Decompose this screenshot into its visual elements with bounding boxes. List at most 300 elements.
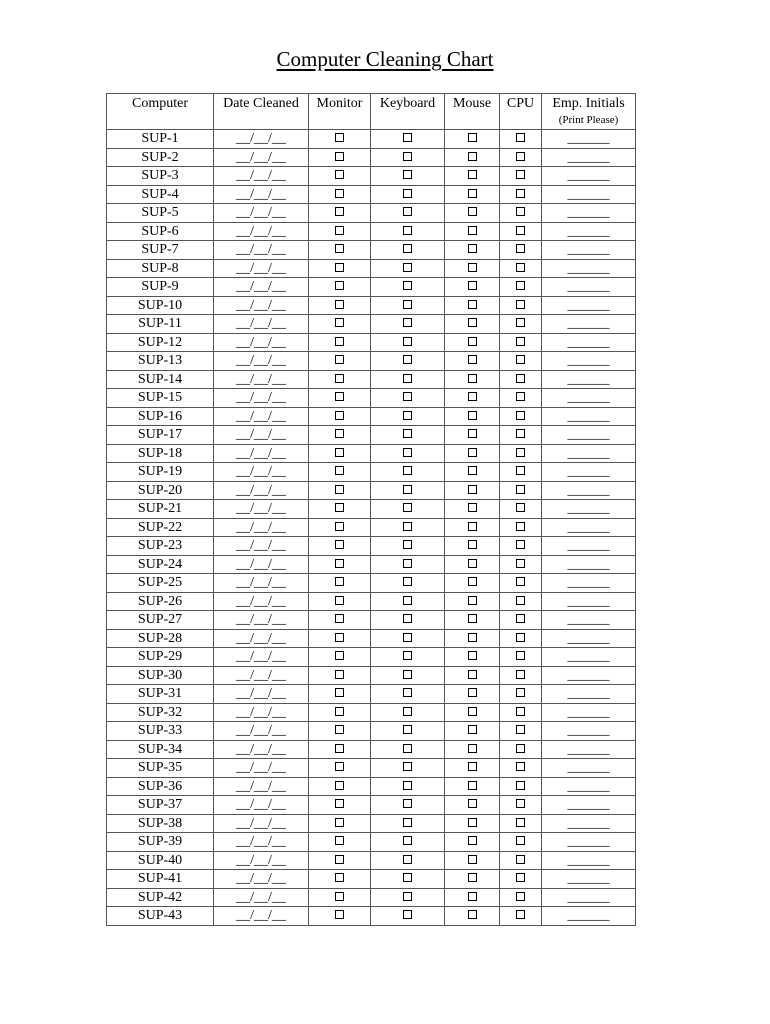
empty-checkbox-icon[interactable]	[335, 133, 344, 142]
initials-field[interactable]	[542, 481, 636, 500]
table-row	[107, 444, 636, 463]
initials-field[interactable]	[542, 389, 636, 408]
empty-checkbox-icon[interactable]	[516, 281, 525, 290]
empty-checkbox-icon[interactable]	[516, 651, 525, 660]
initials-field[interactable]	[542, 740, 636, 759]
date-cleaned-field[interactable]: __/__/__	[214, 740, 309, 759]
cpu-checkbox-cell	[500, 278, 542, 297]
empty-checkbox-icon[interactable]	[516, 633, 525, 642]
empty-checkbox-icon[interactable]	[468, 411, 477, 420]
computer-name-cell: SUP-17	[107, 426, 214, 445]
monitor-checkbox-cell	[309, 537, 371, 556]
empty-checkbox-icon[interactable]	[335, 688, 344, 697]
empty-checkbox-icon[interactable]	[335, 577, 344, 586]
empty-checkbox-icon[interactable]	[468, 263, 477, 272]
empty-checkbox-icon[interactable]	[468, 762, 477, 771]
empty-checkbox-icon[interactable]	[335, 226, 344, 235]
empty-checkbox-icon[interactable]	[468, 892, 477, 901]
date-cleaned-field[interactable]: __/__/__	[214, 666, 309, 685]
empty-checkbox-icon[interactable]	[516, 244, 525, 253]
empty-checkbox-icon[interactable]	[516, 540, 525, 549]
empty-checkbox-icon[interactable]	[335, 855, 344, 864]
empty-checkbox-icon[interactable]	[403, 300, 412, 309]
empty-checkbox-icon[interactable]	[403, 281, 412, 290]
empty-checkbox-icon[interactable]	[403, 189, 412, 198]
initials-field[interactable]	[542, 204, 636, 223]
initials-blank: ______	[567, 205, 610, 221]
date-cleaned-field[interactable]: __/__/__	[214, 315, 309, 334]
empty-checkbox-icon[interactable]	[468, 614, 477, 623]
empty-checkbox-icon[interactable]	[403, 910, 412, 919]
initials-field[interactable]	[542, 592, 636, 611]
date-cleaned-field[interactable]: __/__/__	[214, 722, 309, 741]
initials-field[interactable]	[542, 185, 636, 204]
mouse-checkbox-cell	[445, 167, 500, 186]
initials-field[interactable]	[542, 574, 636, 593]
empty-checkbox-icon[interactable]	[403, 411, 412, 420]
initials-field[interactable]	[542, 315, 636, 334]
date-cleaned-field[interactable]: __/__/__	[214, 426, 309, 445]
monitor-checkbox-cell	[309, 777, 371, 796]
empty-checkbox-icon[interactable]	[335, 466, 344, 475]
empty-checkbox-icon[interactable]	[468, 152, 477, 161]
initials-field[interactable]	[542, 333, 636, 352]
empty-checkbox-icon[interactable]	[335, 910, 344, 919]
empty-checkbox-icon[interactable]	[403, 355, 412, 364]
initials-field[interactable]	[542, 130, 636, 149]
date-cleaned-field[interactable]: __/__/__	[214, 130, 309, 149]
date-cleaned-field[interactable]: __/__/__	[214, 148, 309, 167]
initials-field[interactable]	[542, 777, 636, 796]
initials-field[interactable]	[542, 759, 636, 778]
empty-checkbox-icon[interactable]	[335, 448, 344, 457]
date-cleaned-field[interactable]: __/__/__	[214, 592, 309, 611]
empty-checkbox-icon[interactable]	[403, 485, 412, 494]
initials-blank: ______	[567, 371, 610, 387]
column-header-computer: Computer	[107, 94, 214, 130]
empty-checkbox-icon[interactable]	[516, 559, 525, 568]
empty-checkbox-icon[interactable]	[335, 244, 344, 253]
column-header-monitor: Monitor	[309, 94, 371, 130]
initials-field[interactable]	[542, 648, 636, 667]
empty-checkbox-icon[interactable]	[516, 448, 525, 457]
computer-name-cell: SUP-39	[107, 833, 214, 852]
empty-checkbox-icon[interactable]	[468, 207, 477, 216]
empty-checkbox-icon[interactable]	[516, 836, 525, 845]
empty-checkbox-icon[interactable]	[516, 337, 525, 346]
empty-checkbox-icon[interactable]	[403, 688, 412, 697]
monitor-checkbox-cell	[309, 666, 371, 685]
date-cleaned-field[interactable]: __/__/__	[214, 685, 309, 704]
computer-name-cell: SUP-9	[107, 278, 214, 297]
initials-field[interactable]	[542, 907, 636, 926]
empty-checkbox-icon[interactable]	[403, 559, 412, 568]
initials-field[interactable]	[542, 796, 636, 815]
date-cleaned-field[interactable]: __/__/__	[214, 851, 309, 870]
empty-checkbox-icon[interactable]	[403, 577, 412, 586]
empty-checkbox-icon[interactable]	[468, 577, 477, 586]
date-cleaned-field[interactable]: __/__/__	[214, 870, 309, 889]
date-cleaned-field[interactable]: __/__/__	[214, 703, 309, 722]
empty-checkbox-icon[interactable]	[335, 281, 344, 290]
empty-checkbox-icon[interactable]	[468, 355, 477, 364]
empty-checkbox-icon[interactable]	[335, 318, 344, 327]
initials-field[interactable]	[542, 352, 636, 371]
date-cleaned-field[interactable]: __/__/__	[214, 500, 309, 519]
empty-checkbox-icon[interactable]	[468, 688, 477, 697]
empty-checkbox-icon[interactable]	[468, 281, 477, 290]
initials-field[interactable]	[542, 444, 636, 463]
empty-checkbox-icon[interactable]	[335, 633, 344, 642]
empty-checkbox-icon[interactable]	[468, 448, 477, 457]
date-cleaned-field[interactable]: __/__/__	[214, 907, 309, 926]
date-cleaned-field[interactable]: __/__/__	[214, 259, 309, 278]
initials-field[interactable]	[542, 722, 636, 741]
empty-checkbox-icon[interactable]	[516, 873, 525, 882]
empty-checkbox-icon[interactable]	[516, 318, 525, 327]
empty-checkbox-icon[interactable]	[516, 503, 525, 512]
empty-checkbox-icon[interactable]	[468, 725, 477, 734]
empty-checkbox-icon[interactable]	[403, 707, 412, 716]
initials-field[interactable]	[542, 611, 636, 630]
empty-checkbox-icon[interactable]	[468, 226, 477, 235]
date-cleaned-field[interactable]: __/__/__	[214, 814, 309, 833]
empty-checkbox-icon[interactable]	[403, 392, 412, 401]
initials-field[interactable]	[542, 407, 636, 426]
date-cleaned-field[interactable]: __/__/__	[214, 796, 309, 815]
table-row	[107, 407, 636, 426]
empty-checkbox-icon[interactable]	[335, 207, 344, 216]
empty-checkbox-icon[interactable]	[335, 873, 344, 882]
empty-checkbox-icon[interactable]	[516, 170, 525, 179]
empty-checkbox-icon[interactable]	[516, 133, 525, 142]
mouse-checkbox-cell	[445, 611, 500, 630]
empty-checkbox-icon[interactable]	[516, 466, 525, 475]
empty-checkbox-icon[interactable]	[468, 429, 477, 438]
empty-checkbox-icon[interactable]	[335, 503, 344, 512]
empty-checkbox-icon[interactable]	[335, 799, 344, 808]
initials-field[interactable]	[542, 518, 636, 537]
empty-checkbox-icon[interactable]	[468, 633, 477, 642]
date-cleaned-field[interactable]: __/__/__	[214, 389, 309, 408]
initials-blank: ______	[567, 445, 610, 461]
empty-checkbox-icon[interactable]	[468, 170, 477, 179]
initials-field[interactable]	[542, 241, 636, 260]
empty-checkbox-icon[interactable]	[468, 485, 477, 494]
empty-checkbox-icon[interactable]	[335, 781, 344, 790]
date-cleaned-field[interactable]: __/__/__	[214, 352, 309, 371]
empty-checkbox-icon[interactable]	[403, 429, 412, 438]
empty-checkbox-icon[interactable]	[335, 189, 344, 198]
empty-checkbox-icon[interactable]	[516, 189, 525, 198]
empty-checkbox-icon[interactable]	[335, 337, 344, 346]
empty-checkbox-icon[interactable]	[403, 226, 412, 235]
date-cleaned-field[interactable]: __/__/__	[214, 481, 309, 500]
keyboard-checkbox-cell	[371, 685, 445, 704]
keyboard-checkbox-cell	[371, 148, 445, 167]
initials-field[interactable]	[542, 555, 636, 574]
empty-checkbox-icon[interactable]	[403, 744, 412, 753]
empty-checkbox-icon[interactable]	[516, 485, 525, 494]
computer-name-cell: SUP-4	[107, 185, 214, 204]
monitor-checkbox-cell	[309, 740, 371, 759]
date-cleaned-field[interactable]: __/__/__	[214, 444, 309, 463]
empty-checkbox-icon[interactable]	[468, 374, 477, 383]
empty-checkbox-icon[interactable]	[516, 614, 525, 623]
empty-checkbox-icon[interactable]	[335, 836, 344, 845]
empty-checkbox-icon[interactable]	[516, 263, 525, 272]
empty-checkbox-icon[interactable]	[516, 707, 525, 716]
initials-field[interactable]	[542, 814, 636, 833]
initials-field[interactable]	[542, 259, 636, 278]
date-cleaned-field[interactable]: __/__/__	[214, 278, 309, 297]
empty-checkbox-icon[interactable]	[403, 244, 412, 253]
keyboard-checkbox-cell	[371, 315, 445, 334]
empty-checkbox-icon[interactable]	[403, 207, 412, 216]
empty-checkbox-icon[interactable]	[403, 318, 412, 327]
empty-checkbox-icon[interactable]	[403, 263, 412, 272]
empty-checkbox-icon[interactable]	[468, 818, 477, 827]
date-cleaned-field[interactable]: __/__/__	[214, 167, 309, 186]
empty-checkbox-icon[interactable]	[335, 392, 344, 401]
date-cleaned-field[interactable]: __/__/__	[214, 241, 309, 260]
date-cleaned-field[interactable]: __/__/__	[214, 537, 309, 556]
computer-name-cell: SUP-25	[107, 574, 214, 593]
date-cleaned-field[interactable]: __/__/__	[214, 333, 309, 352]
empty-checkbox-icon[interactable]	[335, 263, 344, 272]
empty-checkbox-icon[interactable]	[516, 725, 525, 734]
empty-checkbox-icon[interactable]	[403, 337, 412, 346]
initials-blank: ______	[567, 390, 610, 406]
initials-field[interactable]	[542, 851, 636, 870]
initials-field[interactable]	[542, 888, 636, 907]
empty-checkbox-icon[interactable]	[335, 429, 344, 438]
empty-checkbox-icon[interactable]	[335, 707, 344, 716]
empty-checkbox-icon[interactable]	[335, 374, 344, 383]
empty-checkbox-icon[interactable]	[335, 152, 344, 161]
empty-checkbox-icon[interactable]	[516, 300, 525, 309]
mouse-checkbox-cell	[445, 204, 500, 223]
empty-checkbox-icon[interactable]	[468, 799, 477, 808]
cpu-checkbox-cell	[500, 796, 542, 815]
empty-checkbox-icon[interactable]	[468, 707, 477, 716]
empty-checkbox-icon[interactable]	[468, 651, 477, 660]
empty-checkbox-icon[interactable]	[468, 559, 477, 568]
keyboard-checkbox-cell	[371, 537, 445, 556]
empty-checkbox-icon[interactable]	[403, 374, 412, 383]
empty-checkbox-icon[interactable]	[516, 670, 525, 679]
empty-checkbox-icon[interactable]	[403, 614, 412, 623]
empty-checkbox-icon[interactable]	[403, 170, 412, 179]
empty-checkbox-icon[interactable]	[516, 762, 525, 771]
cpu-checkbox-cell	[500, 611, 542, 630]
monitor-checkbox-cell	[309, 426, 371, 445]
date-cleaned-field[interactable]: __/__/__	[214, 518, 309, 537]
empty-checkbox-icon[interactable]	[403, 725, 412, 734]
computer-name-cell: SUP-18	[107, 444, 214, 463]
initials-field[interactable]	[542, 870, 636, 889]
empty-checkbox-icon[interactable]	[403, 152, 412, 161]
empty-checkbox-icon[interactable]	[403, 873, 412, 882]
empty-checkbox-icon[interactable]	[516, 522, 525, 531]
empty-checkbox-icon[interactable]	[403, 799, 412, 808]
monitor-checkbox-cell	[309, 463, 371, 482]
empty-checkbox-icon[interactable]	[468, 337, 477, 346]
empty-checkbox-icon[interactable]	[516, 577, 525, 586]
empty-checkbox-icon[interactable]	[335, 540, 344, 549]
empty-checkbox-icon[interactable]	[335, 411, 344, 420]
initials-field[interactable]	[542, 296, 636, 315]
initials-field[interactable]	[542, 222, 636, 241]
empty-checkbox-icon[interactable]	[468, 596, 477, 605]
initials-blank: ______	[567, 741, 610, 757]
date-cleaned-field[interactable]: __/__/__	[214, 185, 309, 204]
initials-field[interactable]	[542, 463, 636, 482]
empty-checkbox-icon[interactable]	[403, 836, 412, 845]
empty-checkbox-icon[interactable]	[516, 910, 525, 919]
empty-checkbox-icon[interactable]	[468, 244, 477, 253]
initials-field[interactable]	[542, 500, 636, 519]
initials-field[interactable]	[542, 148, 636, 167]
empty-checkbox-icon[interactable]	[516, 226, 525, 235]
empty-checkbox-icon[interactable]	[468, 744, 477, 753]
empty-checkbox-icon[interactable]	[403, 892, 412, 901]
date-cleaned-field[interactable]: __/__/__	[214, 611, 309, 630]
empty-checkbox-icon[interactable]	[403, 540, 412, 549]
date-cleaned-field[interactable]: __/__/__	[214, 777, 309, 796]
empty-checkbox-icon[interactable]	[403, 448, 412, 457]
empty-checkbox-icon[interactable]	[335, 596, 344, 605]
date-cleaned-field[interactable]: __/__/__	[214, 407, 309, 426]
empty-checkbox-icon[interactable]	[403, 596, 412, 605]
empty-checkbox-icon[interactable]	[403, 522, 412, 531]
empty-checkbox-icon[interactable]	[403, 670, 412, 679]
empty-checkbox-icon[interactable]	[335, 559, 344, 568]
table-row	[107, 148, 636, 167]
date-cleaned-field[interactable]: __/__/__	[214, 555, 309, 574]
initials-field[interactable]	[542, 703, 636, 722]
empty-checkbox-icon[interactable]	[335, 170, 344, 179]
empty-checkbox-icon[interactable]	[516, 596, 525, 605]
empty-checkbox-icon[interactable]	[468, 392, 477, 401]
date-cleaned-field[interactable]: __/__/__	[214, 296, 309, 315]
empty-checkbox-icon[interactable]	[335, 725, 344, 734]
initials-field[interactable]	[542, 537, 636, 556]
monitor-checkbox-cell	[309, 629, 371, 648]
empty-checkbox-icon[interactable]	[468, 189, 477, 198]
computer-name-cell: SUP-34	[107, 740, 214, 759]
empty-checkbox-icon[interactable]	[403, 781, 412, 790]
initials-field[interactable]	[542, 370, 636, 389]
empty-checkbox-icon[interactable]	[335, 762, 344, 771]
initials-field[interactable]	[542, 685, 636, 704]
empty-checkbox-icon[interactable]	[516, 818, 525, 827]
empty-checkbox-icon[interactable]	[516, 429, 525, 438]
empty-checkbox-icon[interactable]	[468, 836, 477, 845]
empty-checkbox-icon[interactable]	[468, 855, 477, 864]
empty-checkbox-icon[interactable]	[335, 355, 344, 364]
empty-checkbox-icon[interactable]	[468, 466, 477, 475]
initials-field[interactable]	[542, 833, 636, 852]
empty-checkbox-icon[interactable]	[516, 744, 525, 753]
computer-name-cell: SUP-11	[107, 315, 214, 334]
mouse-checkbox-cell	[445, 685, 500, 704]
empty-checkbox-icon[interactable]	[516, 781, 525, 790]
empty-checkbox-icon[interactable]	[468, 670, 477, 679]
empty-checkbox-icon[interactable]	[516, 374, 525, 383]
empty-checkbox-icon[interactable]	[516, 152, 525, 161]
date-cleaned-field[interactable]: __/__/__	[214, 759, 309, 778]
initials-field[interactable]	[542, 278, 636, 297]
empty-checkbox-icon[interactable]	[335, 522, 344, 531]
keyboard-checkbox-cell	[371, 463, 445, 482]
empty-checkbox-icon[interactable]	[516, 688, 525, 697]
date-cleaned-field[interactable]: __/__/__	[214, 888, 309, 907]
empty-checkbox-icon[interactable]	[403, 855, 412, 864]
empty-checkbox-icon[interactable]	[468, 910, 477, 919]
empty-checkbox-icon[interactable]	[468, 873, 477, 882]
mouse-checkbox-cell	[445, 352, 500, 371]
empty-checkbox-icon[interactable]	[403, 762, 412, 771]
empty-checkbox-icon[interactable]	[403, 503, 412, 512]
empty-checkbox-icon[interactable]	[335, 892, 344, 901]
date-cleaned-field[interactable]: __/__/__	[214, 463, 309, 482]
empty-checkbox-icon[interactable]	[516, 892, 525, 901]
date-cleaned-field[interactable]: __/__/__	[214, 629, 309, 648]
initials-field[interactable]	[542, 167, 636, 186]
empty-checkbox-icon[interactable]	[516, 207, 525, 216]
empty-checkbox-icon[interactable]	[468, 318, 477, 327]
empty-checkbox-icon[interactable]	[468, 522, 477, 531]
empty-checkbox-icon[interactable]	[335, 670, 344, 679]
empty-checkbox-icon[interactable]	[468, 133, 477, 142]
empty-checkbox-icon[interactable]	[403, 818, 412, 827]
empty-checkbox-icon[interactable]	[335, 651, 344, 660]
empty-checkbox-icon[interactable]	[516, 799, 525, 808]
empty-checkbox-icon[interactable]	[335, 614, 344, 623]
date-cleaned-field[interactable]: __/__/__	[214, 204, 309, 223]
empty-checkbox-icon[interactable]	[516, 392, 525, 401]
empty-checkbox-icon[interactable]	[403, 466, 412, 475]
empty-checkbox-icon[interactable]	[516, 355, 525, 364]
empty-checkbox-icon[interactable]	[403, 133, 412, 142]
empty-checkbox-icon[interactable]	[403, 633, 412, 642]
empty-checkbox-icon[interactable]	[335, 300, 344, 309]
empty-checkbox-icon[interactable]	[468, 781, 477, 790]
empty-checkbox-icon[interactable]	[468, 300, 477, 309]
computer-name-cell: SUP-24	[107, 555, 214, 574]
date-cleaned-field[interactable]: __/__/__	[214, 648, 309, 667]
initials-field[interactable]	[542, 426, 636, 445]
empty-checkbox-icon[interactable]	[468, 540, 477, 549]
empty-checkbox-icon[interactable]	[335, 818, 344, 827]
empty-checkbox-icon[interactable]	[468, 503, 477, 512]
column-header-mouse: Mouse	[445, 94, 500, 130]
initials-header-label: Emp. Initials	[552, 96, 625, 111]
date-cleaned-field[interactable]: __/__/__	[214, 222, 309, 241]
empty-checkbox-icon[interactable]	[403, 651, 412, 660]
date-cleaned-field[interactable]: __/__/__	[214, 574, 309, 593]
mouse-checkbox-cell	[445, 629, 500, 648]
empty-checkbox-icon[interactable]	[516, 411, 525, 420]
date-cleaned-field[interactable]: __/__/__	[214, 833, 309, 852]
empty-checkbox-icon[interactable]	[516, 855, 525, 864]
empty-checkbox-icon[interactable]	[335, 485, 344, 494]
empty-checkbox-icon[interactable]	[335, 744, 344, 753]
initials-field[interactable]	[542, 666, 636, 685]
date-cleaned-field[interactable]: __/__/__	[214, 370, 309, 389]
initials-field[interactable]	[542, 629, 636, 648]
